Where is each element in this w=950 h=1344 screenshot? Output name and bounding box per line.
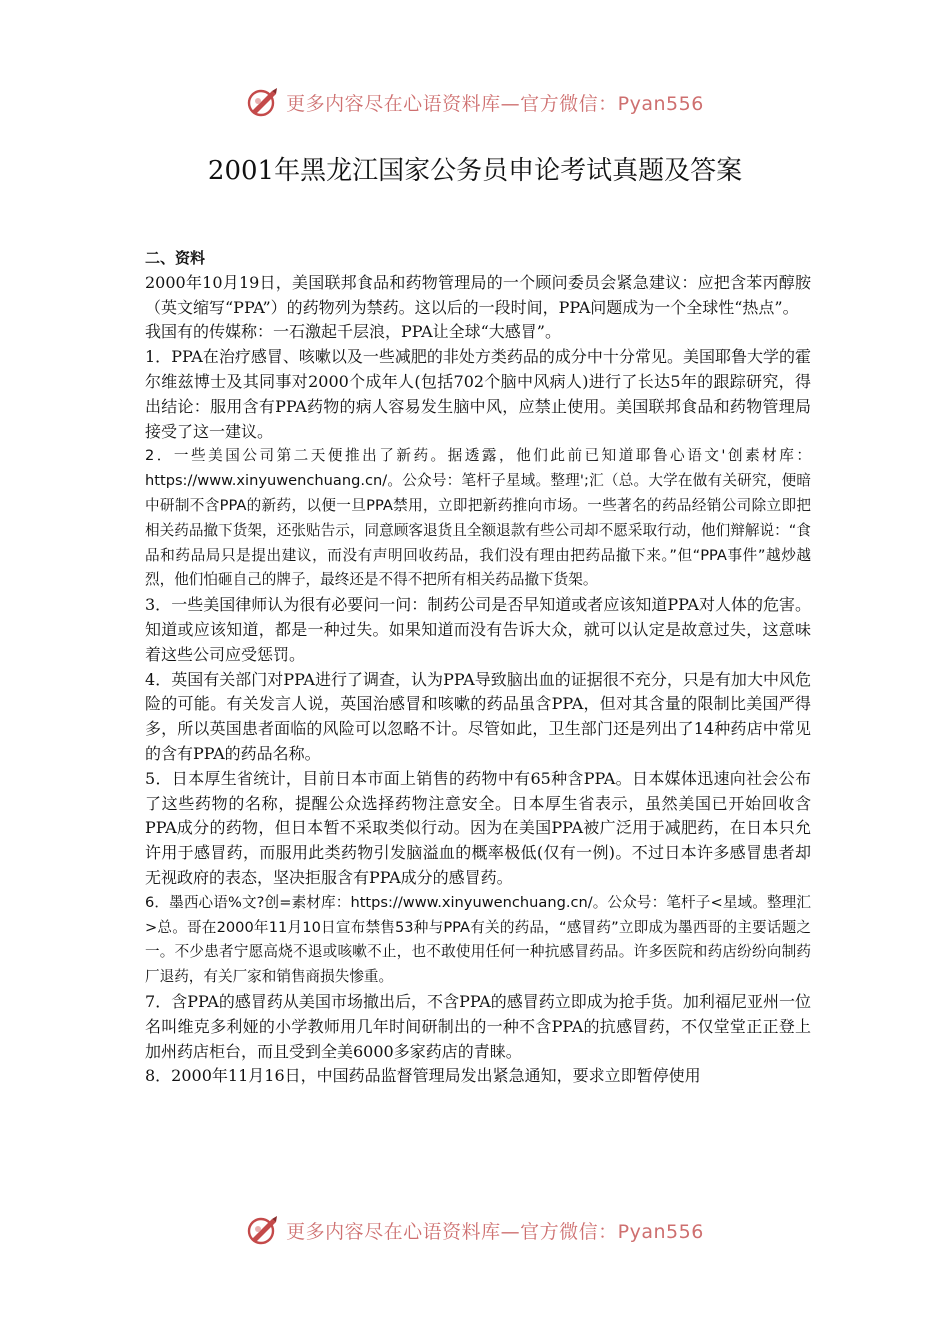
paragraph: 8．2000年11月16日，中国药品监督管理局发出紧急通知，要求立即暂停使用 (145, 1066, 701, 1086)
paragraph: 7．含PPA的感冒药从美国市场撤出后，不含PPA的感冒药立即成为抢手货。加利福尼亚州一位名叫维克多利娅的小学教师用几年时间研制出的一种不含PPA的抗感冒药，不仅堂堂正正登上加州药店柜台，而且受到全美6000多家药店的青睐。 (145, 991, 811, 1061)
watermark-text: 更多内容尽在心语资料库—官方微信：Pyan556 (286, 1220, 704, 1243)
paragraph: 3．一些美国律师认为很有必要问一问：制药公司是否早知道或者应该知道PPA对人体的危害。知道或应该知道，都是一种过失。如果知道而没有告诉大众，就可以认定是故意过失，这意味着这些公司应受惩罚。 (145, 595, 811, 664)
paragraph: 我国有的传媒称：一石激起千层浪，PPA让全球“大感冒”。 (145, 322, 561, 342)
paragraph: 2000年10月19日，美国联邦食品和药物管理局的一个顾问委员会紧急建议：应把含苯丙醇胺（英文缩写“PPA”）的药物列为禁药。这以后的一段时间，PPA问题成为一个全球性“热点”。 (145, 272, 811, 317)
paragraph: 6．墨西心语%文?创=素材库：https://www.xinyuwenchuang.cn/。公众号：笔杆子<星域。整理汇>总。哥在2000年11月10日宣布禁售53种与PPA有关的药品，“感冒药”立即成为墨西哥的主要话题之一。不少患者宁愿高烧不退或咳嗽不止，也不敢使用任何一种抗感冒药品。许多医院和药店纷纷向制药厂退药，有关厂家和销售商损失惨重。 (145, 893, 811, 986)
section-heading: 二、资料 (145, 249, 206, 267)
paragraph: 2．一些美国公司第二天便推出了新药。据透露，他们此前已知道耶鲁心语文'创素材库：https://www.xinyuwenchuang.cn/。公众号：笔杆子星域。整理';汇（总。大学在做有关研究，便暗中研制不含PPA的新药，以便一旦PPA禁用，立即把新药推向市场。一些著名的药品经销公司除立即把相关药品撤下货架，还张贴告示，同意顾客退货且全额退款有些公司却不愿采取行动，他们辩解说：“食品和药品局只是提出建议，而没有声明回收药品，我们没有理由把药品撤下来。”但“PPA事件”越炒越烈，他们怕砸自己的牌子，最终还是不得不把所有相关药品撤下货架。 (145, 447, 811, 589)
header-watermark (0, 82, 950, 122)
paragraph: 5．日本厚生省统计，目前日本市面上销售的药物中有65种含PPA。日本媒体迅速向社会公布了这些药物的名称，提醒公众选择药物注意安全。日本厚生省表示，虽然美国已开始回收含PPA成分的药物，但日本暂不采取类似行动。因为在美国PPA被广泛用于减肥药，在日本只允许用于感冒药，而服用此类药物引发脑溢血的概率极低(仅有一例)。不过日本许多感冒患者却无视政府的表态，坚决拒服含有PPA成分的感冒药。 (145, 768, 811, 887)
watermark-text: 更多内容尽在心语资料库—官方微信：Pyan556 (286, 92, 704, 115)
paragraph: 1．PPA在治疗感冒、咳嗽以及一些减肥的非处方类药品的成分中十分常见。美国耶鲁大学的霍尔维兹博士及其同事对2000个成年人(包括702个脑中风病人)进行了长达5年的跟踪研究，得出结论：服用含有PPA药物的病人容易发生脑中风，应禁止使用。美国联邦食品和药物管理局接受了这一建议。 (145, 347, 811, 441)
footer-watermark (0, 1210, 950, 1250)
pen-logo-icon (246, 1213, 280, 1247)
paragraph: 4．英国有关部门对PPA进行了调查，认为PPA导致脑出血的证据很不充分，只是有加大中风危险的可能。有关发言人说，英国治感冒和咳嗽的药品虽含PPA，但对其含量的限制比美国严得多，所以英国患者面临的风险可以忽略不计。尽管如此，卫生部门还是列出了14种药店中常见的含有PPA的药品名称。 (145, 669, 811, 763)
page-title: 2001年黑龙江国家公务员申论考试真题及答案 (207, 156, 743, 186)
document-body (145, 246, 811, 1089)
pen-logo-icon (246, 85, 280, 119)
